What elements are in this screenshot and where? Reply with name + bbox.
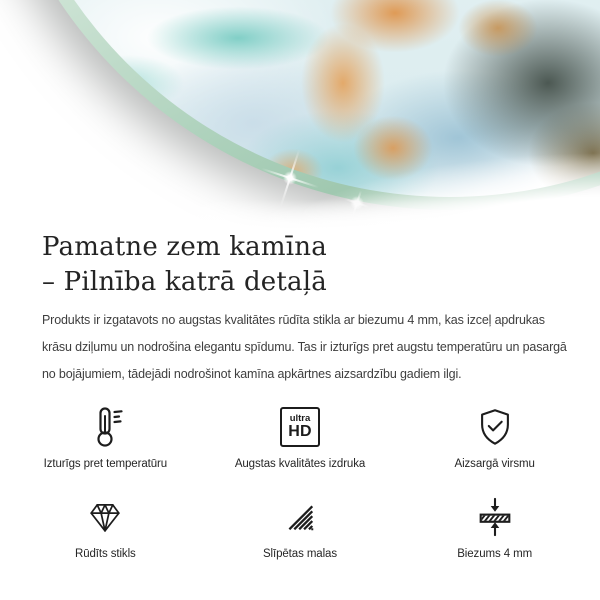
- ultra-hd-text-top: ultra: [289, 413, 311, 424]
- intro-line: krāsu dziļumu un nodrošina elegantu spīdumu. Tas ir izturīgs pret augstu temperatūru un pasargā: [42, 340, 567, 354]
- glass-edge: [0, 0, 600, 210]
- feature-tempered-glass: [8, 494, 203, 560]
- shield-check-icon: [474, 404, 516, 450]
- diamond-icon: [86, 494, 124, 540]
- feature-thickness: [397, 494, 592, 560]
- marble-print: [0, 0, 600, 197]
- page-title-line1: Pamatne zem kamīna: [42, 232, 327, 262]
- page-title-line2: – Pilnība katrā detaļā: [42, 267, 327, 297]
- ultra-hd-icon: [280, 404, 320, 450]
- page-title: [42, 230, 327, 300]
- hero-image: [0, 0, 600, 232]
- intro-line: Produkts ir izgatavots no augstas kvalitātes rūdīta stikla ar biezumu 4 mm, kas izceļ apdrukas: [42, 313, 545, 327]
- feature-label: Rūdīts stikls: [74, 548, 136, 560]
- feature-label: Augstas kvalitātes izdruka: [234, 458, 366, 470]
- ultra-hd-text-bottom: HD: [288, 423, 312, 440]
- feature-polished-edges: [203, 494, 398, 560]
- feature-print-quality: [203, 404, 398, 470]
- feature-label: Biezums 4 mm: [457, 548, 533, 560]
- feature-protection: [397, 404, 592, 470]
- thickness-icon: [474, 494, 516, 540]
- intro-paragraph: [42, 307, 567, 388]
- feature-grid: [8, 404, 592, 560]
- beveled-edge-icon: [282, 494, 318, 540]
- feature-label: Slīpētas malas: [262, 548, 337, 560]
- intro-line: no bojājumiem, tādejādi nodrošinot kamīna apkārtnes aizsardzību gadiem ilgi.: [42, 367, 462, 381]
- feature-temperature: [8, 404, 203, 470]
- thermometer-icon: [83, 404, 127, 450]
- feature-label: Aizsargā virsmu: [454, 458, 535, 470]
- feature-label: Izturīgs pret temperatūru: [43, 458, 168, 470]
